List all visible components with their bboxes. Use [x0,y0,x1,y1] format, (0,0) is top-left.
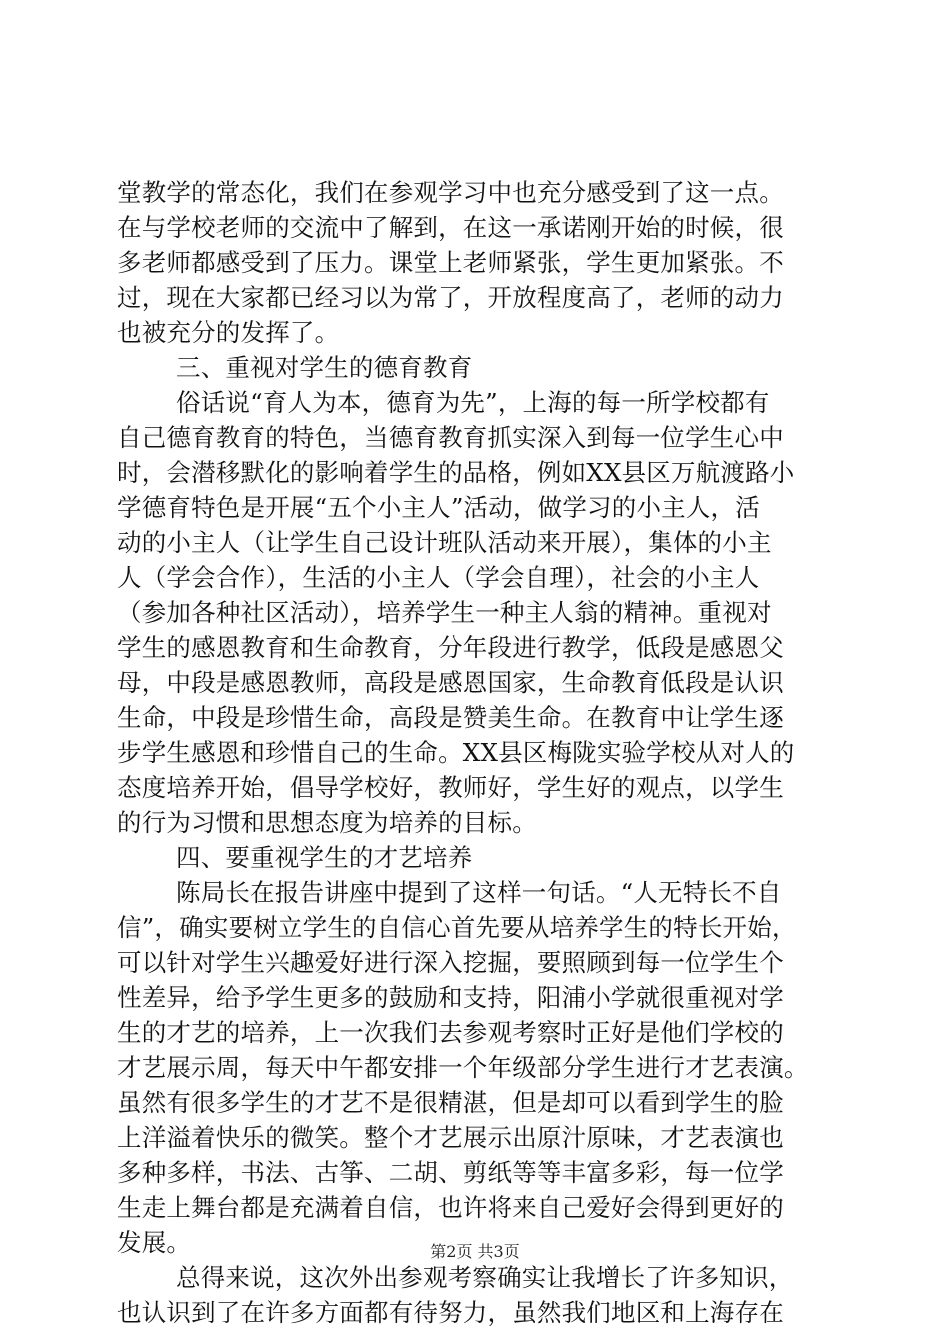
text-line: 时，会潜移默化的影响着学生的品格，例如XX县区万航渡路小 [117,458,795,487]
text-line: 人（学会合作），生活的小主人（学会自理），社会的小主人 [117,563,760,592]
text-line: 多老师都感受到了压力。课堂上老师紧张，学生更加紧张。不 [117,248,784,277]
text-line: 在与学校老师的交流中了解到，在这一承诺刚开始的时候，很 [117,213,784,242]
text-line: （参加各种社区活动），培养学生一种主人翁的精神。重视对 [117,598,772,627]
text-line: 的行为习惯和思想态度为培养的目标。 [117,808,537,837]
text-line: 上洋溢着快乐的微笑。整个才艺展示出原汁原味，才艺表演也 [117,1123,784,1152]
text-line: 性差异，给予学生更多的鼓励和支持，阳浦小学就很重视对学 [117,983,784,1012]
paragraph-first-line: 总得来说，这次外出参观考察确实让我增长了许多知识， [176,1263,794,1292]
text-line: 生走上舞台都是充满着自信，也许将来自己爱好会得到更好的 [117,1193,784,1222]
text-line: 虽然有很多学生的才艺不是很精湛，但是却可以看到学生的脸 [117,1088,784,1117]
text-line: 动的小主人（让学生自己设计班队活动来开展），集体的小主 [117,528,772,557]
text-line: 态度培养开始，倡导学校好，教师好，学生好的观点，以学生 [117,773,784,802]
text-line: 过，现在大家都已经习以为常了，开放程度高了，老师的动力 [117,283,784,312]
paragraph-first-line: 俗话说“育人为本，德育为先”，上海的每一所学校都有 [176,388,770,417]
text-line: 可以针对学生兴趣爱好进行深入挖掘，要照顾到每一位学生个 [117,948,784,977]
page-number-footer: 第2页 共3页 [430,1242,520,1261]
text-line: 信”，确实要树立学生的自信心首先要从培养学生的特长开始， [117,913,797,942]
text-line: 步学生感恩和珍惜自己的生命。XX县区梅陇实验学校从对人的 [117,738,795,767]
text-line: 生命，中段是珍惜生命，高段是赞美生命。在教育中让学生逐 [117,703,784,732]
section-heading: 三、重视对学生的德育教育 [176,353,473,382]
document-body [117,175,837,1330]
text-line: 也被充分的发挥了。 [117,318,340,347]
paragraph-first-line: 陈局长在报告讲座中提到了这样一句话。“人无特长不自 [176,878,782,907]
section-heading: 四、要重视学生的才艺培养 [176,843,473,872]
text-line: 也认识到了在许多方面都有待努力，虽然我们地区和上海存在 [117,1298,784,1327]
text-line: 堂教学的常态化，我们在参观学习中也充分感受到了这一点。 [117,178,784,207]
text-line: 自己德育教育的特色，当德育教育抓实深入到每一位学生心中 [117,423,784,452]
text-line: 发展。 [117,1228,192,1257]
text-line: 学生的感恩教育和生命教育，分年段进行教学，低段是感恩父 [117,633,784,662]
text-line: 多种多样，书法、古筝、二胡、剪纸等等丰富多彩，每一位学 [117,1158,784,1187]
text-line: 才艺展示周，每天中午都安排一个年级部分学生进行才艺表演。 [117,1053,809,1082]
text-line: 学德育特色是开展“五个小主人”活动，做学习的小主人，活 [117,493,760,522]
text-line: 生的才艺的培养，上一次我们去参观考察时正好是他们学校的 [117,1018,784,1047]
text-line: 母，中段是感恩教师，高段是感恩国家，生命教育低段是认识 [117,668,784,697]
